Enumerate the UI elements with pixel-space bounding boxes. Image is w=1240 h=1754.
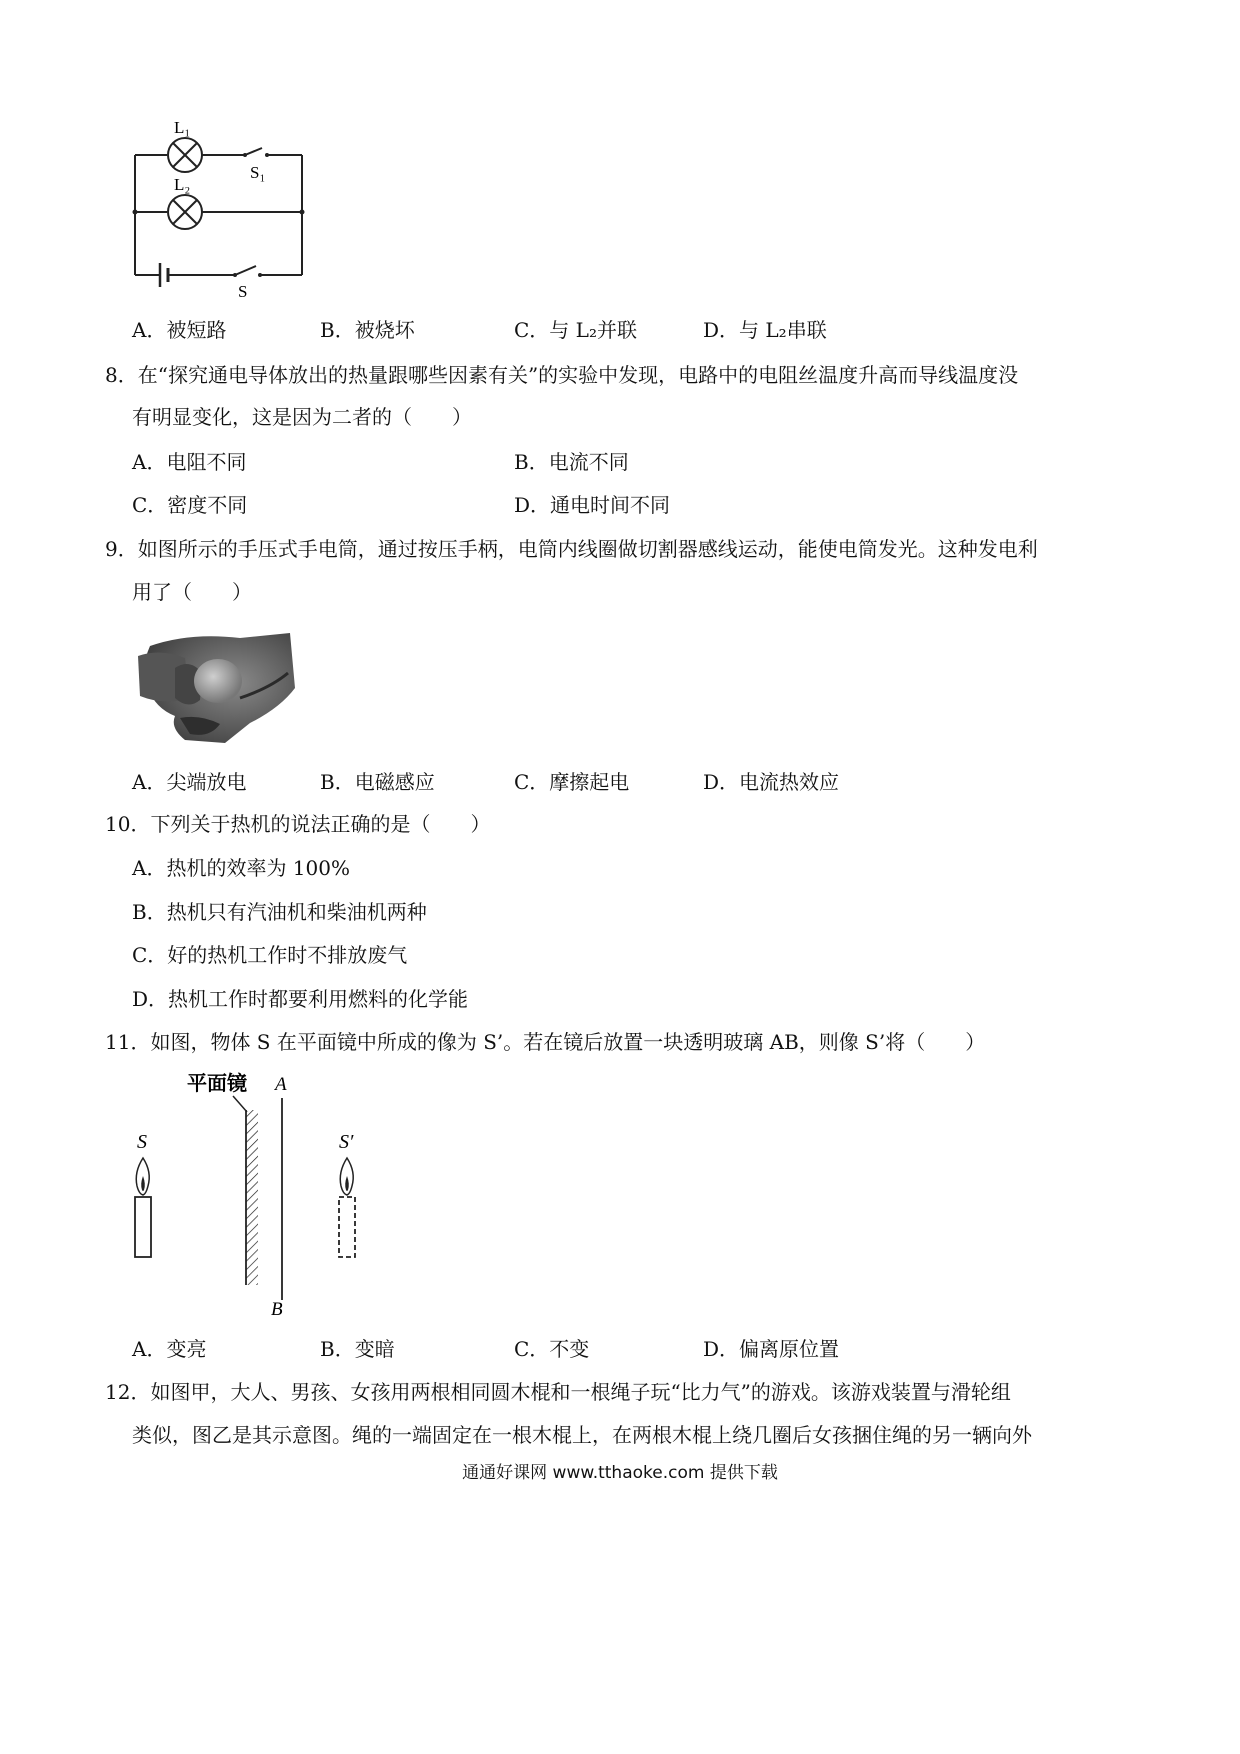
q11-option-d: D．偏离原位置 (703, 1337, 840, 1361)
label-s: S (238, 282, 248, 301)
q8-stem-line2: 有明显变化，这是因为二者的（ ） (132, 405, 472, 429)
label-l1: L₁ (174, 118, 191, 137)
q10-option-b: B．热机只有汽油机和柴油机两种 (132, 900, 427, 924)
q11-stem: 11．如图，物体 S 在平面镜中所成的像为 S’。若在镜后放置一块透明玻璃 AB，则像 S’将（ ） (105, 1030, 986, 1054)
label-s1: S₁ (250, 163, 266, 182)
hand-flashlight-image (130, 628, 296, 748)
image-label-s-prime: S′ (339, 1131, 354, 1153)
q10-option-c: C．好的热机工作时不排放废气 (132, 943, 408, 967)
q7-option-a: A．被短路 (132, 318, 227, 342)
q12-stem-line1: 12．如图甲，大人、男孩、女孩用两根相同圆木棍和一根绳子玩“比力气”的游戏。该游戏装置与滑轮组 (105, 1380, 1011, 1404)
object-label-s: S (137, 1131, 147, 1153)
q8-option-c: C．密度不同 (132, 493, 248, 517)
q7-option-b: B．被烧坏 (320, 318, 415, 342)
candle-image (339, 1197, 355, 1257)
q11-option-c: C．不变 (514, 1337, 590, 1361)
q7-option-d: D．与 L₂串联 (703, 318, 827, 342)
q8-option-d: D．通电时间不同 (514, 493, 671, 517)
label-l2: L₂ (174, 175, 191, 194)
q9-stem-line1: 9．如图所示的手压式手电筒，通过按压手柄，电筒内线圈做切割器感线运动，能使电筒发光。这种发电利 (105, 537, 1038, 561)
q12-stem-line2: 类似，图乙是其示意图。绳的一端固定在一根木棍上，在两根木棍上绕几圈后女孩捆住绳的另一辆向外 (132, 1423, 1032, 1447)
q7-option-c: C．与 L₂并联 (514, 318, 637, 342)
circuit-diagram (130, 115, 320, 305)
glass-label-b: B (271, 1299, 283, 1320)
q8-stem-line1: 8．在“探究通电导体放出的热量跟哪些因素有关”的实验中发现，电路中的电阻丝温度升高而导线温度没 (105, 363, 1019, 387)
q8-option-b: B．电流不同 (514, 450, 629, 474)
q8-option-a: A．电阻不同 (132, 450, 247, 474)
mirror-diagram (125, 1068, 385, 1323)
q9-option-d: D．电流热效应 (703, 770, 840, 794)
q11-option-a: A．变亮 (132, 1337, 207, 1361)
glass-label-a: A (275, 1074, 287, 1095)
q9-stem-line2: 用了（ ） (132, 580, 252, 604)
q10-stem: 10．下列关于热机的说法正确的是（ ） (105, 812, 491, 836)
q9-option-c: C．摩擦起电 (514, 770, 630, 794)
q10-option-a: A．热机的效率为 100% (132, 856, 350, 880)
q11-option-b: B．变暗 (320, 1337, 395, 1361)
q9-option-b: B．电磁感应 (320, 770, 435, 794)
candle-object (135, 1197, 151, 1257)
page-footer: 通通好课网 www.tthaoke.com 提供下载 (462, 1463, 778, 1483)
q10-option-d: D．热机工作时都要利用燃料的化学能 (132, 987, 469, 1011)
q9-option-a: A．尖端放电 (132, 770, 247, 794)
plane-mirror (246, 1110, 258, 1285)
mirror-label: 平面镜 (187, 1071, 247, 1095)
